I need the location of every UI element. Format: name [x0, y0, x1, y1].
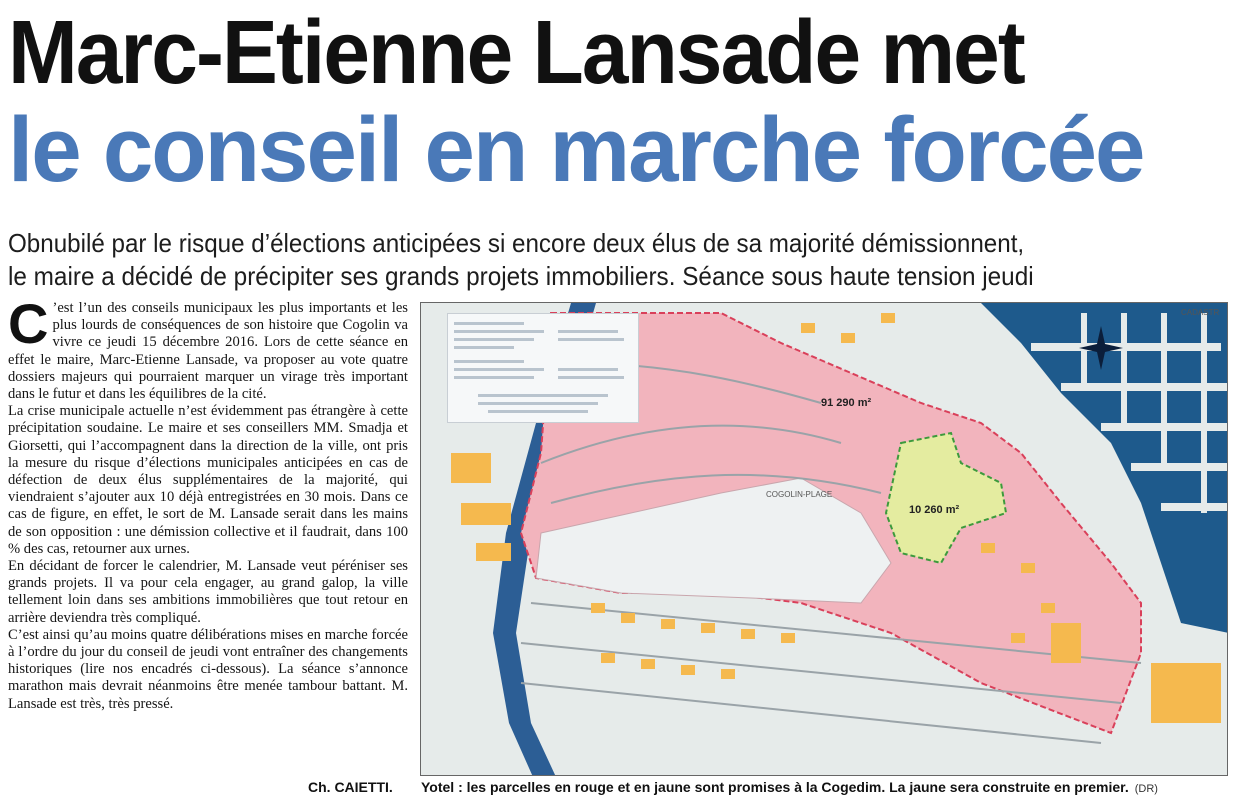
legend-table-icon [448, 314, 640, 424]
drop-cap: C [8, 292, 49, 355]
article-body [8, 292, 408, 800]
photo-credit: (DR) [1134, 783, 1158, 795]
cadastre-label: CADASTR [1181, 308, 1220, 317]
photo-caption [421, 779, 1229, 795]
byline: Ch. CAIETTI. [308, 779, 393, 795]
article-paragraph: La crise municipale actuelle n’est évidemment pas étrangère à cette précipitation soudaine. Le maire et ses conseillers MM. Smadja et Giorsetti, qui l’accompagnent dans la direction de la ville, ont pris la mesure du risque d’élections municipales anticipées en cas de défection de deux élus supplémentaires de la majorité, qui viendraient s’ajouter aux 10 déjà entregistrées en 30 mois. Dans ce cas de figure, en effet, le sort de M. Lansade serait dans les mains de son opposition : une démission collective et il faudrait, dans 100 % des cas, retourner aux urnes. [8, 403, 408, 557]
standfirst [8, 227, 1232, 293]
place-label: COGOLIN-PLAGE [766, 490, 833, 499]
caption-text: Yotel : les parcelles en rouge et en jaune sont promises à la Cogedim. La jaune sera construite en premier. [421, 779, 1129, 795]
standfirst-line-1: Obnubilé par le risque d’élections anticipées si encore deux élus de sa majorité démissionnent, [8, 228, 1025, 258]
standfirst-line-2: le maire a décidé de précipiter ses grands projets immobiliers. Séance sous haute tension jeudi [8, 261, 1034, 291]
map-legend-panel [447, 313, 639, 423]
article-paragraph: C’est ainsi qu’au moins quatre délibérations mises en marche forcée à l’ordre du jour du conseil de jeudi vont entraîner des changements historiques (lire nos encadrés ci-dessous). La séance s’annonce marathon mais devrait néanmoins être menée tambour battant. M. Lansade est très, très pressé. [8, 626, 408, 712]
article-paragraph: En décidant de forcer le calendrier, M. Lansade veut péréniser ses grands projets. Il va pour cela engager, au grand galop, la ville tellement loin dans ses ambitions immobilières que tout retour en arrière deviendra très compliqué. [8, 558, 408, 626]
headline-line-1: Marc-Etienne Lansade met [8, 3, 1024, 103]
area-label-red: 91 290 m² [821, 397, 872, 409]
headline-line-2: le conseil en marche forcée [8, 99, 1144, 201]
area-label-yellow: 10 260 m² [909, 504, 960, 516]
article-paragraph: ’est l’un des conseils municipaux les plus importants et les plus lourds de conséquences de son histoire que Cogolin va vivre ce jeudi 15 décembre 2016. Lors de cette séance en effet le maire, Marc-Etienne Lansade, va proposer au vote quatre dossiers majeurs qui pourraient marquer un virage très important dans le futur et dans les équilibres de la cité. [8, 300, 408, 403]
headline [8, 3, 1232, 201]
cadastral-map-photo [420, 302, 1228, 776]
